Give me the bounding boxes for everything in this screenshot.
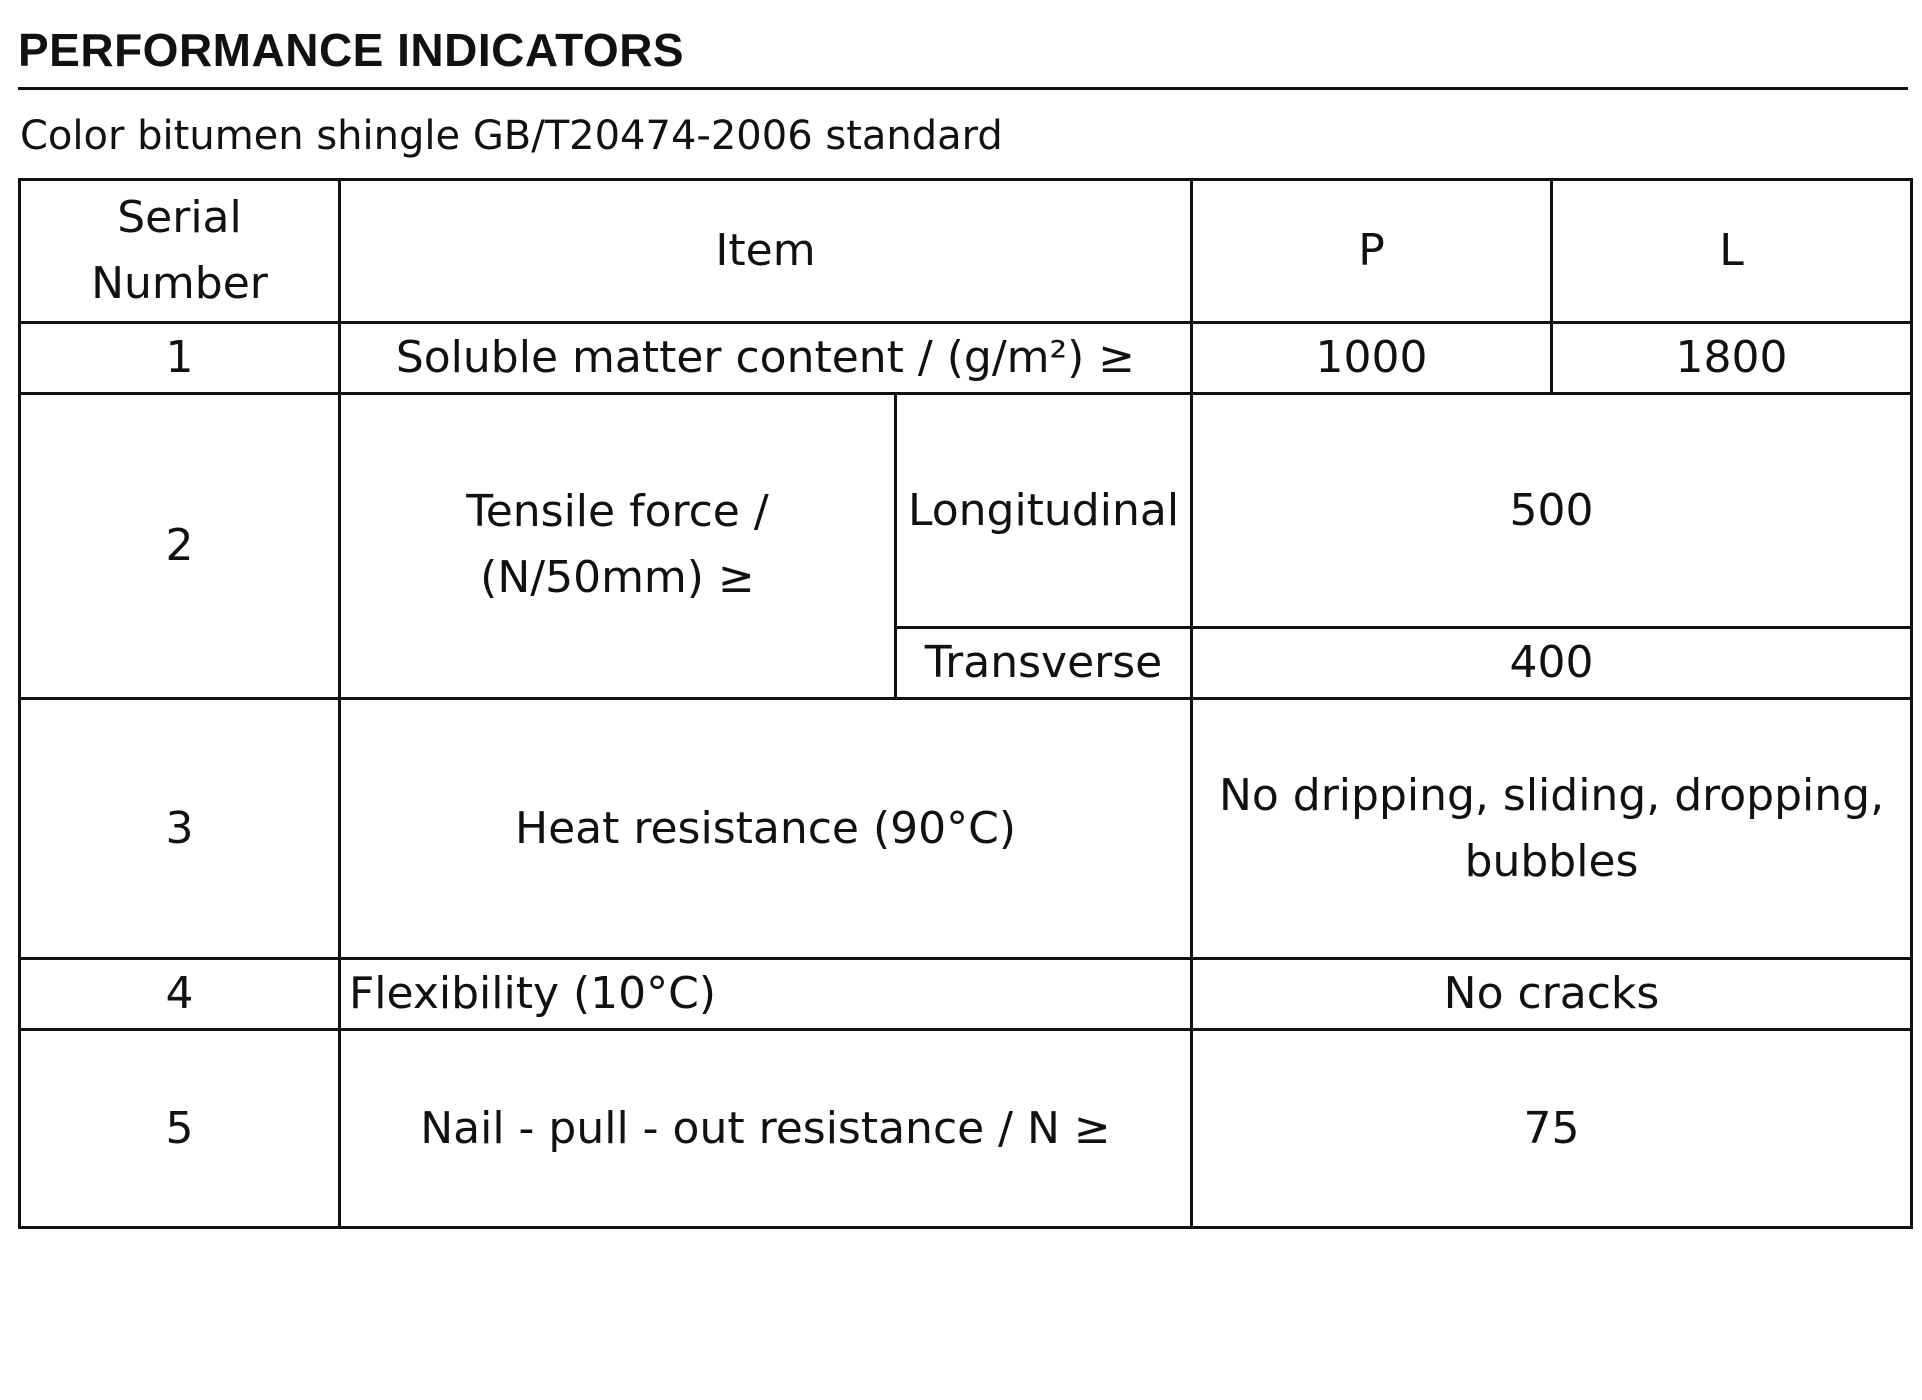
table-row xyxy=(20,394,1912,628)
direction-cell: Longitudinal xyxy=(896,394,1192,628)
value-cell: 400 xyxy=(1192,628,1912,699)
item-cell: Flexibility (10°C) xyxy=(340,959,1192,1030)
serial-cell: 5 xyxy=(20,1030,340,1228)
table-row xyxy=(20,1030,1912,1228)
serial-cell: 3 xyxy=(20,699,340,959)
header-item: Item xyxy=(340,180,1192,323)
standard-subtitle: Color bitumen shingle GB/T20474-2006 standard xyxy=(20,113,1003,159)
serial-cell: 4 xyxy=(20,959,340,1030)
title-divider xyxy=(18,87,1908,90)
table-row xyxy=(20,323,1912,394)
p-value-cell: 1000 xyxy=(1192,323,1552,394)
header-l: L xyxy=(1552,180,1912,323)
serial-cell: 2 xyxy=(20,394,340,699)
page-title: PERFORMANCE INDICATORS xyxy=(18,24,685,76)
item-cell: Nail - pull - out resistance / N ≥ xyxy=(340,1030,1192,1228)
serial-cell: 1 xyxy=(20,323,340,394)
performance-table xyxy=(18,178,1913,1229)
item-cell: Heat resistance (90°C) xyxy=(340,699,1192,959)
table-row xyxy=(20,699,1912,959)
l-value-cell: 1800 xyxy=(1552,323,1912,394)
header-row xyxy=(20,180,1912,323)
value-cell: No cracks xyxy=(1192,959,1912,1030)
value-cell: 500 xyxy=(1192,394,1912,628)
direction-cell: Transverse xyxy=(896,628,1192,699)
header-serial-number: Serial Number xyxy=(20,180,340,323)
table-row xyxy=(20,959,1912,1030)
item-cell: Tensile force / (N/50mm) ≥ xyxy=(340,394,896,699)
value-cell: 75 xyxy=(1192,1030,1912,1228)
header-p: P xyxy=(1192,180,1552,323)
item-cell: Soluble matter content / (g/m²) ≥ xyxy=(340,323,1192,394)
value-cell: No dripping, sliding, dropping, bubbles xyxy=(1192,699,1912,959)
